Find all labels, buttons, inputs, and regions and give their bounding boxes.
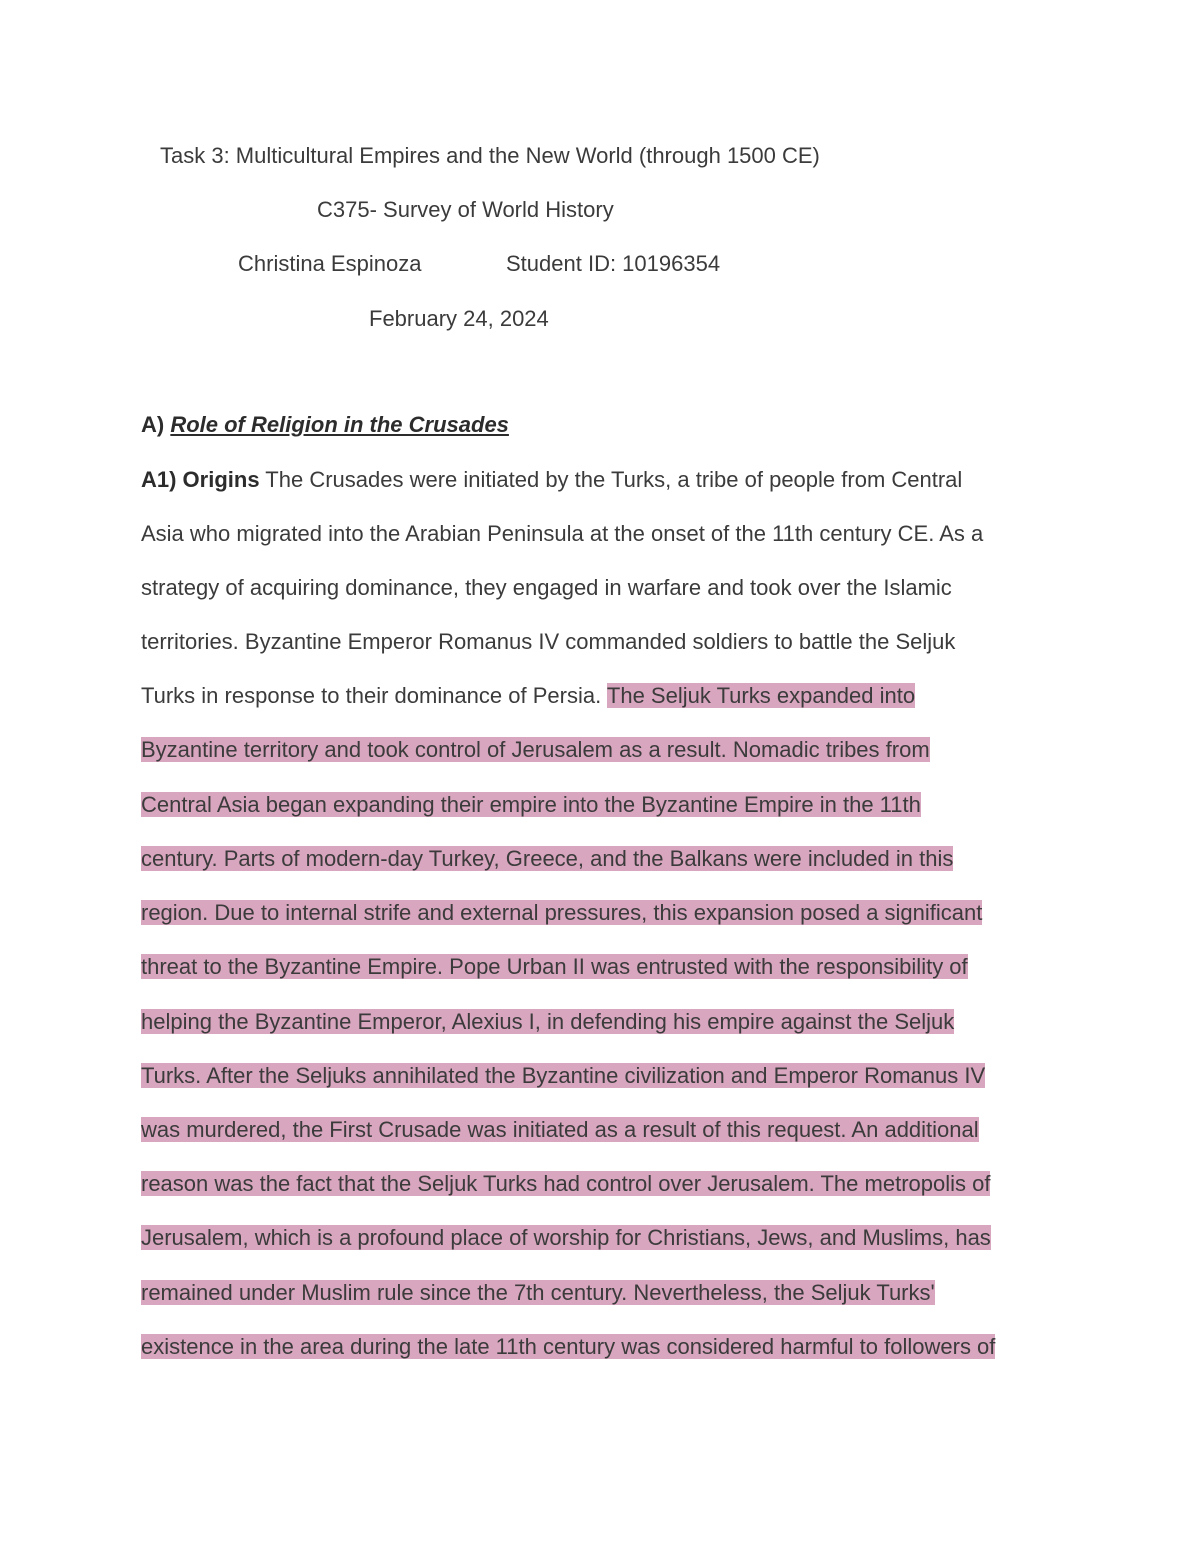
body-line-text: Turks in response to their dominance of Persia. <box>141 683 607 708</box>
student-id: Student ID: 10196354 <box>506 251 721 276</box>
document-date: February 24, 2024 <box>369 306 549 331</box>
highlighted-line <box>141 1061 985 1091</box>
highlighted-line <box>141 1332 995 1362</box>
body-line <box>141 465 962 495</box>
highlighted-text: reason was the fact that the Seljuk Turks had control over Jerusalem. The metropolis of <box>141 1171 991 1196</box>
highlighted-text: was murdered, the First Crusade was initiated as a result of this request. An additional <box>141 1117 979 1142</box>
highlighted-text: existence in the area during the late 11th century was considered harmful to followers of <box>141 1334 996 1359</box>
highlighted-text: region. Due to internal strife and external pressures, this expansion posed a significant <box>141 900 983 925</box>
highlighted-text: Central Asia began expanding their empire into the Byzantine Empire in the 11th <box>141 792 921 817</box>
task-title: Task 3: Multicultural Empires and the New World (through 1500 CE) <box>160 143 820 168</box>
highlighted-line <box>141 735 930 765</box>
section-prefix: A) <box>141 412 171 437</box>
subsection-heading: A1) Origins <box>141 467 260 492</box>
highlighted-line <box>141 1007 954 1037</box>
highlighted-line <box>141 790 921 820</box>
highlighted-line <box>141 898 982 928</box>
body-line <box>141 681 915 711</box>
section-heading-a <box>141 410 509 440</box>
highlighted-text: Jerusalem, which is a profound place of worship for Christians, Jews, and Muslims, has <box>141 1225 991 1250</box>
highlighted-text: helping the Byzantine Emperor, Alexius I, in defending his empire against the Seljuk <box>141 1009 955 1034</box>
section-title: Role of Religion in the Crusades <box>170 412 509 437</box>
highlighted-text: century. Parts of modern-day Turkey, Greece, and the Balkans were included in this <box>141 846 954 871</box>
highlighted-line <box>141 844 953 874</box>
highlighted-text: Byzantine territory and took control of Jerusalem as a result. Nomadic tribes from <box>141 737 930 762</box>
highlighted-text: The Seljuk Turks expanded into <box>606 683 916 708</box>
body-line: territories. Byzantine Emperor Romanus IV commanded soldiers to battle the Seljuk <box>141 629 956 654</box>
highlighted-line <box>141 1278 935 1308</box>
author-name: Christina Espinoza <box>238 251 422 276</box>
body-line-text: The Crusades were initiated by the Turks, a tribe of people from Central <box>259 467 963 492</box>
highlighted-line <box>141 1223 991 1253</box>
highlighted-line <box>141 1169 990 1199</box>
course-title: C375- Survey of World History <box>317 197 614 222</box>
highlighted-line <box>141 1115 979 1145</box>
highlighted-text: threat to the Byzantine Empire. Pope Urban II was entrusted with the responsibility of <box>141 954 968 979</box>
body-line: strategy of acquiring dominance, they engaged in warfare and took over the Islamic <box>141 575 952 600</box>
body-line: Asia who migrated into the Arabian Peninsula at the onset of the 11th century CE. As a <box>141 521 984 546</box>
highlighted-text: Turks. After the Seljuks annihilated the Byzantine civilization and Emperor Romanus IV <box>141 1063 986 1088</box>
highlighted-text: remained under Muslim rule since the 7th century. Nevertheless, the Seljuk Turks' <box>141 1280 935 1305</box>
highlighted-line <box>141 952 968 982</box>
